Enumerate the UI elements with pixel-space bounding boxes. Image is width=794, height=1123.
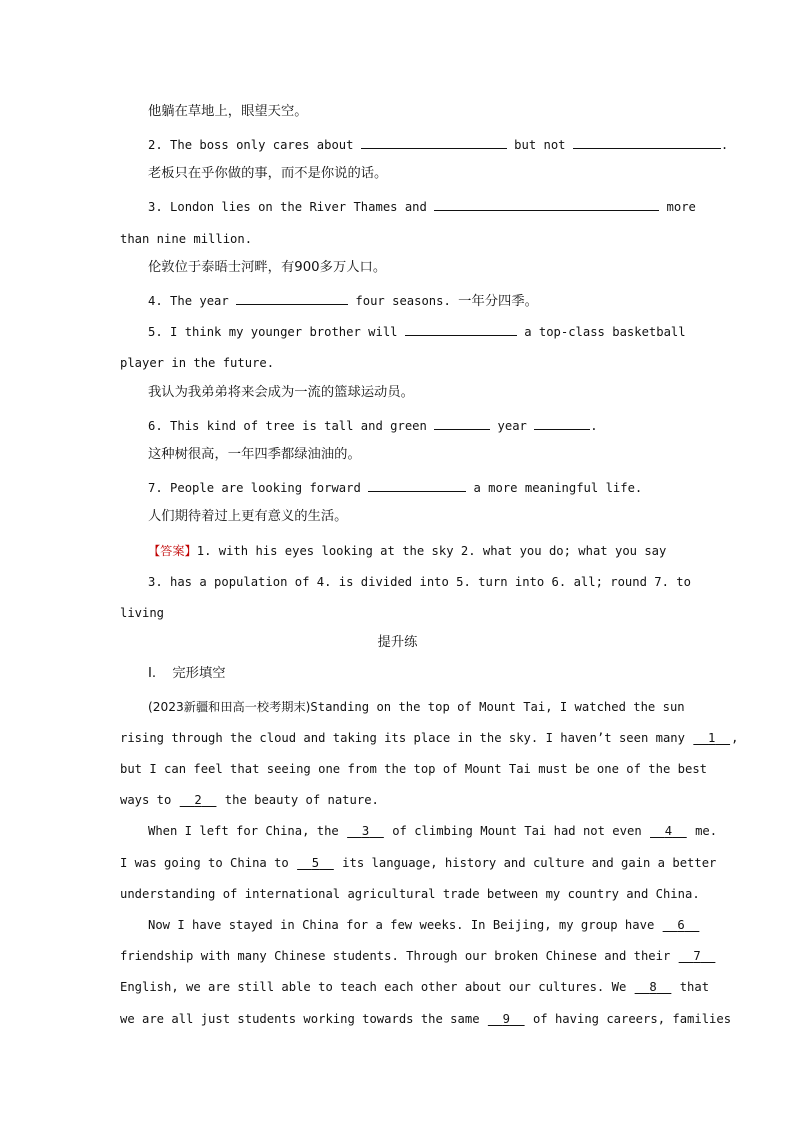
blank-2[interactable]: 2 bbox=[194, 793, 202, 807]
blank[interactable] bbox=[405, 324, 517, 336]
cloze-p3-line4: we are all just students working towards the same 9 of having careers, families bbox=[120, 1012, 732, 1026]
blank[interactable] bbox=[434, 199, 659, 211]
cloze-p3-line2: friendship with many Chinese students. Through our broken Chinese and their 7 bbox=[120, 948, 675, 964]
cloze-heading: Ⅰ. 完形填空 bbox=[148, 666, 226, 681]
question-4: 4. The year four seasons. 一年分四季。 bbox=[148, 294, 538, 309]
blank-8[interactable]: 8 bbox=[649, 980, 657, 994]
cloze-p1-line2: rising through the cloud and taking its place in the sky. I haven’t seen many 1 , bbox=[120, 731, 739, 745]
section-title: 提升练 bbox=[377, 635, 418, 650]
answer-line-1: 【答案】1. with his eyes looking at the sky 2. what you do; what you say bbox=[148, 544, 667, 558]
blank-7[interactable]: 7 bbox=[693, 949, 701, 963]
translation-5: 我认为我弟弟将来会成为一流的篮球运动员。 bbox=[148, 385, 414, 400]
blank-3[interactable]: 3 bbox=[361, 824, 370, 838]
cloze-p1-line1: (2023新疆和田高一校考期末)Standing on the top of Mount Tai, I watched the sun bbox=[148, 700, 685, 714]
cloze-p3-line1: Now I have stayed in China for a few weeks. In Beijing, my group have 6 bbox=[148, 917, 675, 933]
blank-6[interactable]: 6 bbox=[677, 918, 685, 932]
blank-1[interactable]: 1 bbox=[708, 731, 716, 745]
cloze-p1-line4: ways to 2 the beauty of nature. bbox=[120, 793, 379, 807]
blank[interactable] bbox=[361, 137, 507, 149]
blank[interactable] bbox=[573, 137, 721, 149]
translation-3: 伦敦位于泰晤士河畔，有900多万人口。 bbox=[148, 260, 387, 275]
source-note: (2023新疆和田高一校考期末) bbox=[148, 700, 311, 714]
question-3: 3. London lies on the River Thames and more bbox=[148, 200, 696, 214]
translation-2: 老板只在乎你做的事，而不是你说的话。 bbox=[148, 166, 388, 181]
translation-7: 人们期待着过上更有意义的生活。 bbox=[148, 509, 348, 524]
question-6: 6. This kind of tree is tall and green year . bbox=[148, 419, 598, 433]
question-5-cont: player in the future. bbox=[120, 356, 275, 370]
blank-9[interactable]: 9 bbox=[502, 1012, 510, 1026]
question-2: 2. The boss only cares about but not . bbox=[148, 138, 729, 152]
blank[interactable] bbox=[236, 293, 348, 305]
translation-1: 他躺在草地上，眼望天空。 bbox=[148, 104, 308, 119]
blank-4[interactable]: 4 bbox=[664, 824, 673, 838]
question-3-cont: than nine million. bbox=[120, 232, 253, 246]
answer-line-2: 3. has a population of 4. is divided into 5. turn into 6. all; round 7. to bbox=[148, 575, 691, 589]
blank[interactable] bbox=[534, 418, 590, 430]
translation-6: 这种树很高，一年四季都绿油油的。 bbox=[148, 447, 361, 462]
answer-tag: 【答案】 bbox=[148, 544, 197, 558]
blank[interactable] bbox=[368, 480, 466, 492]
question-7: 7. People are looking forward a more meaningful life. bbox=[148, 481, 643, 495]
question-5: 5. I think my younger brother will a top-class basketball bbox=[148, 325, 686, 339]
blank[interactable] bbox=[434, 418, 490, 430]
cloze-p2-line3: understanding of international agricultural trade between my country and China. bbox=[120, 887, 700, 901]
answer-line-3: living bbox=[120, 606, 165, 620]
cloze-p3-line3: English, we are still able to teach each other about our cultures. We 8 that bbox=[120, 980, 710, 994]
cloze-p2-line1: When I left for China, the 3 of climbing Mount Tai had not even 4 me. bbox=[148, 824, 718, 838]
cloze-p1-line3: but I can feel that seeing one from the top of Mount Tai must be one of the best bbox=[120, 762, 707, 776]
blank-5[interactable]: 5 bbox=[311, 856, 320, 870]
cloze-p2-line2: I was going to China to 5 its language, history and culture and gain a better bbox=[120, 856, 717, 870]
